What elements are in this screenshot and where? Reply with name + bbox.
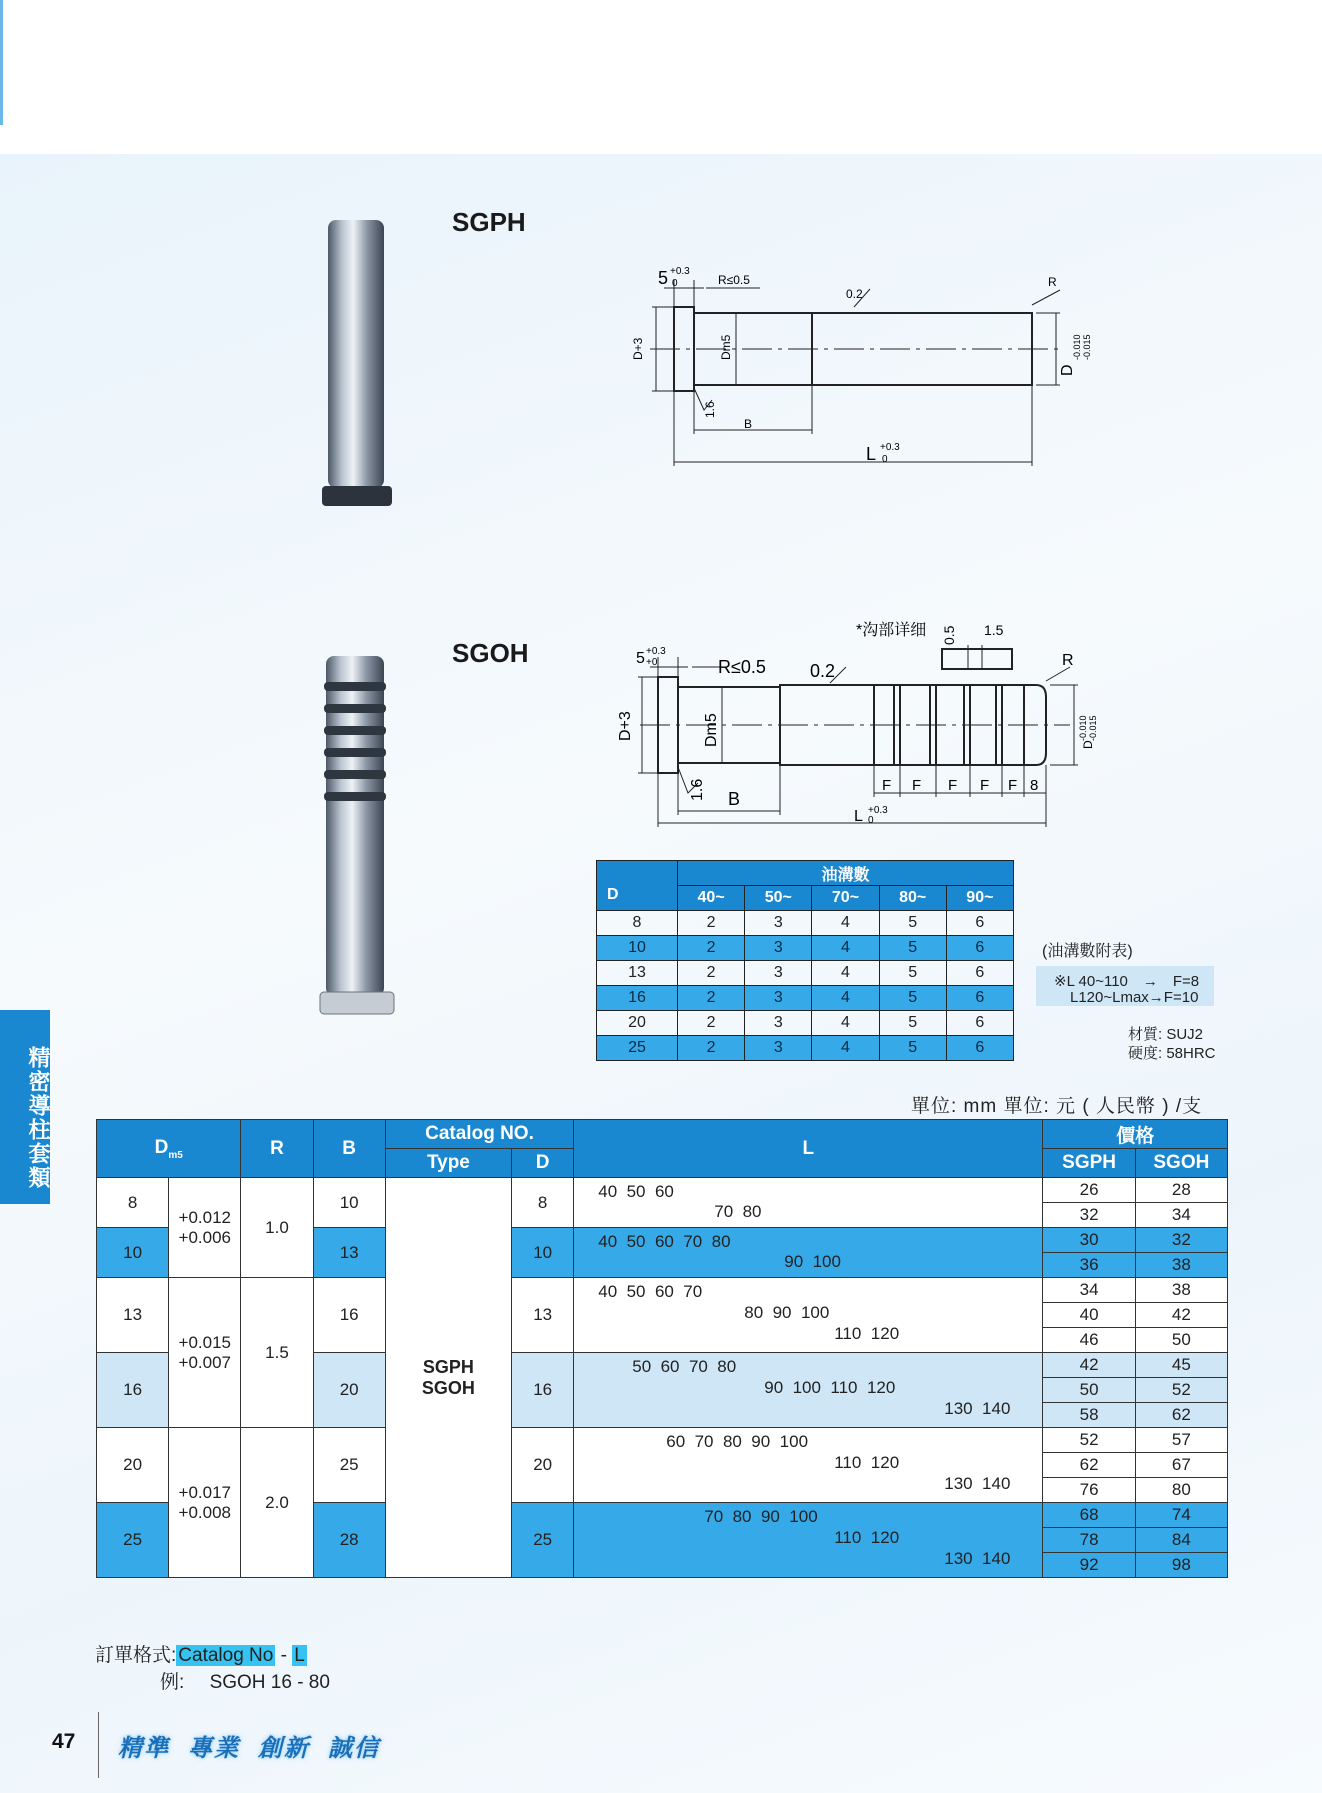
tolerance-lower: +0.007 xyxy=(178,1352,232,1372)
price-sgoh: 62 xyxy=(1135,1403,1227,1428)
l-line: 70 80 xyxy=(714,1201,762,1221)
oil-cell: 3 xyxy=(745,911,812,936)
r-value: 1.5 xyxy=(241,1278,313,1428)
oil-cell: 2 xyxy=(678,936,745,961)
l-values xyxy=(574,1353,1043,1428)
dm5-value: 25 xyxy=(97,1503,169,1578)
svg-text:L: L xyxy=(854,808,863,825)
price-sgph: 42 xyxy=(1043,1353,1135,1378)
material-label: 材質: SUJ2 xyxy=(1128,1026,1204,1043)
oil-col-header: 70~ xyxy=(812,886,879,911)
svg-text:+0.3: +0.3 xyxy=(646,646,666,657)
oil-cell: 5 xyxy=(879,936,946,961)
b-value: 10 xyxy=(313,1178,385,1228)
header-sgph: SGPH xyxy=(1043,1149,1135,1178)
dm5-value: 16 xyxy=(97,1353,169,1428)
price-sgoh: 80 xyxy=(1135,1478,1227,1503)
svg-text:R: R xyxy=(1062,652,1074,669)
header-price: 價格 xyxy=(1043,1120,1228,1149)
b-value: 20 xyxy=(313,1353,385,1428)
l-line: 40 50 60 70 80 xyxy=(598,1232,731,1251)
svg-text:0: 0 xyxy=(672,278,678,289)
price-sgph: 50 xyxy=(1043,1378,1135,1403)
svg-text:1.5: 1.5 xyxy=(984,622,1004,638)
price-sgoh: 45 xyxy=(1135,1353,1227,1378)
l-values-wrap xyxy=(574,1178,1042,1227)
price-sgoh: 32 xyxy=(1135,1228,1227,1253)
slogan-word: 精準 xyxy=(118,1733,170,1762)
svg-text:-0.010: -0.010 xyxy=(1072,334,1082,360)
oil-cell: 3 xyxy=(745,1036,812,1061)
oil-cell: 16 xyxy=(597,986,678,1011)
oil-cell: 10 xyxy=(597,936,678,961)
price-sgoh: 38 xyxy=(1135,1278,1227,1303)
oil-cell: 5 xyxy=(879,986,946,1011)
svg-text:0.2: 0.2 xyxy=(846,287,863,301)
tolerance-upper: +0.015 xyxy=(178,1332,232,1352)
unit-text: 單位: mm 單位: 元 ( 人民幣 ) /支 xyxy=(911,1096,1203,1117)
oil-cell: 4 xyxy=(812,986,879,1011)
order-label: 訂單格式: xyxy=(95,1645,177,1666)
header-d: D xyxy=(512,1149,574,1178)
oil-cell: 3 xyxy=(745,986,812,1011)
d-value: 16 xyxy=(512,1353,574,1428)
svg-text:+0: +0 xyxy=(646,657,658,668)
oil-cell: 6 xyxy=(946,911,1013,936)
oil-cell: 2 xyxy=(678,1036,745,1061)
order-example xyxy=(160,1667,330,1694)
l-values xyxy=(574,1228,1043,1278)
oil-cell: 6 xyxy=(946,1011,1013,1036)
sgoh-technical-drawing xyxy=(600,605,1120,835)
order-l: L xyxy=(294,1645,305,1666)
tolerance-upper: +0.017 xyxy=(178,1482,232,1502)
oil-cell: 6 xyxy=(946,986,1013,1011)
svg-text:*沟部详细: *沟部详细 xyxy=(856,622,927,639)
l-line: 110 120 xyxy=(834,1528,900,1548)
price-sgph: 68 xyxy=(1043,1503,1135,1528)
svg-text:F: F xyxy=(882,777,892,794)
oil-cell: 20 xyxy=(597,1011,678,1036)
svg-text:0.2: 0.2 xyxy=(810,661,836,681)
oil-cell: 5 xyxy=(879,961,946,986)
svg-text:8: 8 xyxy=(1030,777,1039,794)
oil-cell: 3 xyxy=(745,936,812,961)
oil-cell: 13 xyxy=(597,961,678,986)
oil-col-header: 50~ xyxy=(745,886,812,911)
dm5-value: 13 xyxy=(97,1278,169,1353)
dm5-tolerance xyxy=(169,1278,241,1428)
oil-col-header: 40~ xyxy=(678,886,745,911)
svg-text:0.5: 0.5 xyxy=(941,625,957,645)
slogan-word: 專業 xyxy=(188,1733,240,1762)
price-sgph: 58 xyxy=(1043,1403,1135,1428)
oil-cell: 4 xyxy=(812,961,879,986)
tolerance-upper: +0.012 xyxy=(178,1207,232,1227)
d-value: 25 xyxy=(512,1503,574,1578)
table-row xyxy=(97,1178,1228,1203)
oil-row xyxy=(597,911,1014,936)
l-values xyxy=(574,1503,1043,1578)
header-b: B xyxy=(313,1120,385,1178)
tolerance-lower: +0.008 xyxy=(178,1502,232,1522)
price-sgph: 76 xyxy=(1043,1478,1135,1503)
page-number: 47 xyxy=(52,1730,76,1753)
l-line: 130 140 xyxy=(944,1399,1011,1419)
header-sgoh: SGOH xyxy=(1135,1149,1227,1178)
sgph-product-photo xyxy=(318,218,398,510)
price-sgoh: 84 xyxy=(1135,1528,1227,1553)
b-value: 28 xyxy=(313,1503,385,1578)
sgph-technical-drawing xyxy=(620,260,1120,480)
oil-cell: 4 xyxy=(812,1036,879,1061)
svg-text:F: F xyxy=(1008,777,1018,794)
price-sgph: 92 xyxy=(1043,1553,1135,1578)
dm5-tolerance xyxy=(169,1178,241,1278)
svg-text:D+3: D+3 xyxy=(617,711,634,741)
svg-text:L: L xyxy=(866,444,877,464)
type-value xyxy=(385,1178,511,1578)
tolerance-lower: +0.006 xyxy=(178,1227,232,1247)
l-line: 40 50 60 xyxy=(598,1182,674,1201)
oil-cell: 2 xyxy=(678,986,745,1011)
svg-text:-0.015: -0.015 xyxy=(1088,715,1098,741)
oil-cell: 6 xyxy=(946,1036,1013,1061)
svg-text:+0.3: +0.3 xyxy=(880,442,900,453)
price-sgoh: 34 xyxy=(1135,1203,1227,1228)
svg-text:5: 5 xyxy=(658,268,669,288)
svg-text:1.6: 1.6 xyxy=(703,401,717,418)
oil-note-line1: ※L 40~110 → F=8 xyxy=(1054,973,1200,990)
oil-cell: 2 xyxy=(678,961,745,986)
dm5-value: 20 xyxy=(97,1428,169,1503)
oil-note-line2: L120~Lmax→F=10 xyxy=(1070,989,1199,1006)
dm5-value: 8 xyxy=(97,1178,169,1228)
header-l: L xyxy=(574,1120,1043,1178)
example-value: SGOH 16 - 80 xyxy=(209,1672,330,1693)
oil-cell: 4 xyxy=(812,911,879,936)
l-line: 80 90 100 xyxy=(744,1303,830,1323)
oil-cell: 2 xyxy=(678,1011,745,1036)
l-line: 130 140 xyxy=(944,1549,1011,1569)
sgoh-title: SGOH xyxy=(452,638,529,668)
example-label: 例: xyxy=(160,1672,185,1693)
table-row xyxy=(97,1428,1228,1453)
r-value: 2.0 xyxy=(241,1428,313,1578)
hardness-label: 硬度: 58HRC xyxy=(1128,1045,1216,1062)
l-values xyxy=(574,1178,1043,1228)
svg-text:0: 0 xyxy=(868,815,874,826)
oil-cell: 8 xyxy=(597,911,678,936)
price-sgoh: 38 xyxy=(1135,1253,1227,1278)
price-sgoh: 74 xyxy=(1135,1503,1227,1528)
header-catalog: Catalog NO. xyxy=(385,1120,573,1149)
oil-row xyxy=(597,986,1014,1011)
l-line: 130 140 xyxy=(944,1474,1011,1494)
svg-text:R≤0.5: R≤0.5 xyxy=(718,273,750,287)
l-values-wrap xyxy=(574,1228,1042,1277)
oil-title: 油溝數 xyxy=(678,861,1014,886)
oil-col-header: 80~ xyxy=(879,886,946,911)
order-catalog: Catalog No xyxy=(178,1645,274,1666)
table-row xyxy=(97,1278,1228,1303)
price-sgph: 32 xyxy=(1043,1203,1135,1228)
l-values-wrap xyxy=(574,1278,1042,1352)
svg-text:Dm5: Dm5 xyxy=(703,713,720,747)
svg-text:B: B xyxy=(744,417,753,431)
svg-text:-0.015: -0.015 xyxy=(1082,334,1092,360)
d-value: 8 xyxy=(512,1178,574,1228)
l-line: 90 100 xyxy=(784,1251,841,1271)
sgoh-product-photo xyxy=(316,652,398,1018)
svg-text:D+3: D+3 xyxy=(631,337,645,360)
oil-cell: 4 xyxy=(812,936,879,961)
svg-text:D: D xyxy=(1059,364,1076,376)
svg-text:R: R xyxy=(1048,275,1057,289)
svg-text:F: F xyxy=(912,777,922,794)
l-line: 50 60 70 80 xyxy=(632,1357,737,1376)
price-sgoh: 98 xyxy=(1135,1553,1227,1578)
svg-text:F: F xyxy=(980,777,990,794)
side-category-tab: 精密導柱套類 xyxy=(0,1010,50,1204)
oil-cell: 3 xyxy=(745,961,812,986)
svg-text:+0.3: +0.3 xyxy=(670,266,690,277)
oil-row xyxy=(597,1036,1014,1061)
price-sgph: 30 xyxy=(1043,1228,1135,1253)
price-sgoh: 42 xyxy=(1135,1303,1227,1328)
price-sgph: 62 xyxy=(1043,1453,1135,1478)
svg-text:5: 5 xyxy=(636,650,645,667)
svg-text:R≤0.5: R≤0.5 xyxy=(718,657,766,677)
oil-cell: 6 xyxy=(946,936,1013,961)
svg-text:Dm5: Dm5 xyxy=(719,334,733,360)
b-value: 16 xyxy=(313,1278,385,1353)
svg-text:F: F xyxy=(948,777,958,794)
svg-text:0: 0 xyxy=(882,454,888,465)
oil-cell: 5 xyxy=(879,1011,946,1036)
oil-cell: 25 xyxy=(597,1036,678,1061)
price-sgph: 40 xyxy=(1043,1303,1135,1328)
price-sgph: 46 xyxy=(1043,1328,1135,1353)
price-sgph: 78 xyxy=(1043,1528,1135,1553)
price-sgoh: 52 xyxy=(1135,1378,1227,1403)
header-type: Type xyxy=(385,1149,511,1178)
oil-cell: 2 xyxy=(678,911,745,936)
oil-corner-header: D xyxy=(597,861,678,911)
oil-cell: 5 xyxy=(879,1036,946,1061)
price-sgoh: 67 xyxy=(1135,1453,1227,1478)
r-value: 1.0 xyxy=(241,1178,313,1278)
svg-text:B: B xyxy=(728,789,741,809)
dm5-value: 10 xyxy=(97,1228,169,1278)
l-values-wrap xyxy=(574,1353,1042,1427)
oil-row xyxy=(597,1011,1014,1036)
price-sgoh: 28 xyxy=(1135,1178,1227,1203)
oil-groove-table xyxy=(596,860,1014,1061)
dm5-tolerance xyxy=(169,1428,241,1578)
l-values xyxy=(574,1278,1043,1353)
d-value: 10 xyxy=(512,1228,574,1278)
oil-note-title: (油溝數附表) xyxy=(1042,943,1133,960)
footer-slogan xyxy=(118,1728,398,1763)
footer-divider xyxy=(98,1712,99,1778)
oil-cell: 4 xyxy=(812,1011,879,1036)
order-format xyxy=(95,1640,307,1667)
top-accent-line xyxy=(0,0,3,125)
oil-cell: 5 xyxy=(879,911,946,936)
l-line: 60 70 80 90 100 xyxy=(666,1432,809,1451)
l-line: 90 100 110 120 xyxy=(764,1378,896,1398)
oil-cell: 6 xyxy=(946,961,1013,986)
l-line: 110 120 xyxy=(834,1324,900,1344)
sgph-title: SGPH xyxy=(452,207,526,237)
price-sgoh: 57 xyxy=(1135,1428,1227,1453)
d-value: 20 xyxy=(512,1428,574,1503)
price-sgph: 36 xyxy=(1043,1253,1135,1278)
type-sgoh: SGOH xyxy=(421,1377,475,1398)
oil-cell: 3 xyxy=(745,1011,812,1036)
l-values-wrap xyxy=(574,1503,1042,1577)
main-price-table xyxy=(96,1119,1228,1578)
svg-text:D: D xyxy=(1081,740,1095,749)
svg-text:1.6: 1.6 xyxy=(689,778,706,801)
l-line: 110 120 xyxy=(834,1453,900,1473)
l-values xyxy=(574,1428,1043,1503)
oil-row xyxy=(597,961,1014,986)
l-values-wrap xyxy=(574,1428,1042,1502)
b-value: 13 xyxy=(313,1228,385,1278)
slogan-word: 誠信 xyxy=(328,1733,380,1762)
price-sgph: 26 xyxy=(1043,1178,1135,1203)
oil-col-header: 90~ xyxy=(946,886,1013,911)
price-sgph: 52 xyxy=(1043,1428,1135,1453)
price-sgph: 34 xyxy=(1043,1278,1135,1303)
slogan-word: 創新 xyxy=(258,1733,310,1762)
oil-row xyxy=(597,936,1014,961)
order-dash: - xyxy=(280,1645,287,1666)
svg-text:+0.3: +0.3 xyxy=(868,805,888,816)
l-line: 40 50 60 70 xyxy=(598,1282,703,1301)
svg-text:-0.010: -0.010 xyxy=(1078,715,1088,741)
l-line: 70 80 90 100 xyxy=(704,1507,818,1526)
type-sgph: SGPH xyxy=(422,1356,474,1377)
d-value: 13 xyxy=(512,1278,574,1353)
header-dm5: $D_{m5}$ xyxy=(97,1120,241,1178)
b-value: 25 xyxy=(313,1428,385,1503)
header-r: R xyxy=(241,1120,313,1178)
price-sgoh: 50 xyxy=(1135,1328,1227,1353)
